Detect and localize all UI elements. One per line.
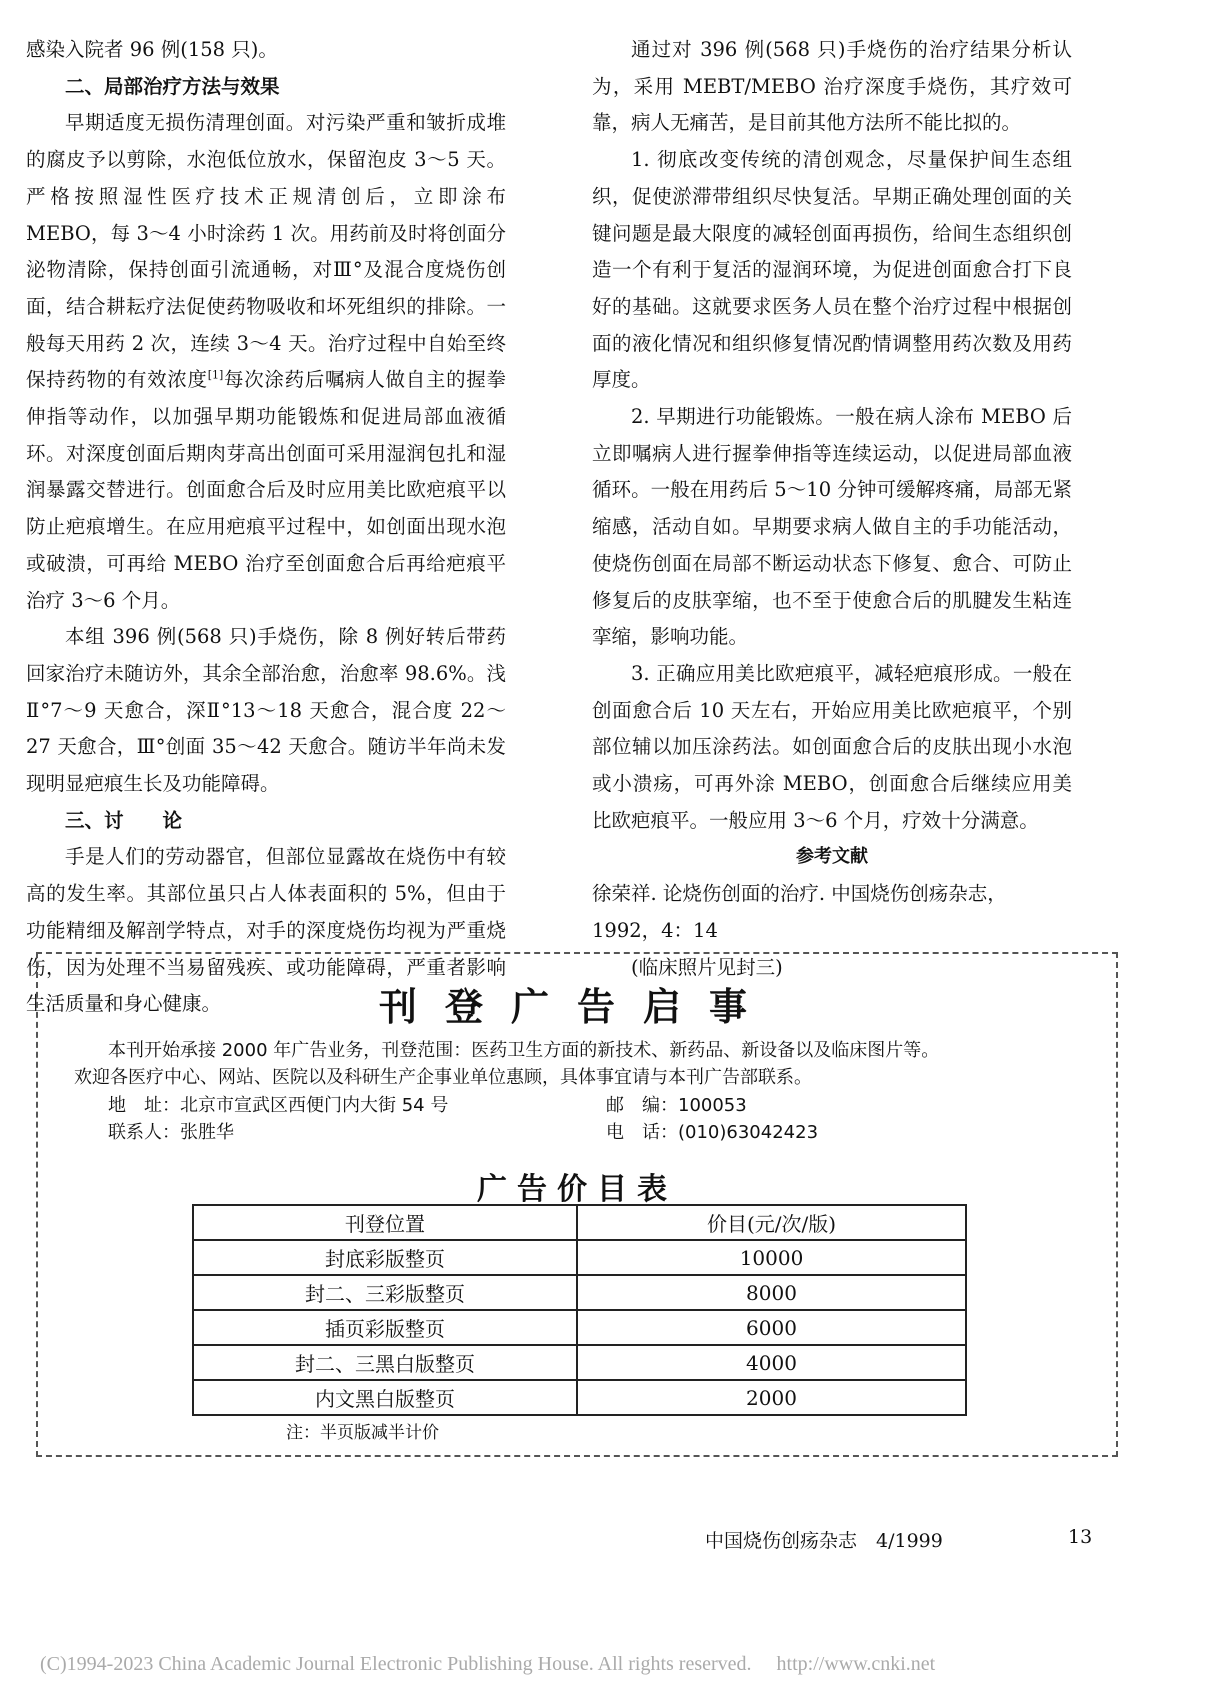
paragraph: 1. 彻底改变传统的清创观念，尽量保护间生态组织，促使淤滞带组织尽快复活。早期正确处理创面的关键问题是最大限度的减轻创面再损伤，给间生态组织创造一个有利于复活的湿润环境，为促进创面愈合打下良好的基础。这就要求医务人员在整个治疗过程中根据创面的液化情况和组织修复情况酌情调整用药次数及用药厚度。 <box>592 148 1072 392</box>
reference-item-cont: 1992，4：14 <box>592 918 718 942</box>
advertisement-box <box>36 952 1118 1457</box>
ad-line: 欢迎各医疗中心、网站、医院以及科研生产企事业单位惠顾，具体事宜请与本刊广告部联系。 <box>74 1067 812 1088</box>
paragraph: 2. 早期进行功能锻炼。一般在病人涂布 MEBO 后立即嘱病人进行握拳伸指等连续运动，以促进局部血液循环。一般在用药后 5～10 分钟可缓解疼痛，局部无紧缩感，活动自如。早期要求病人做自主的手功能活动，使烧伤创面在局部不断运动状态下修复、愈合、可防止修复后的皮肤挛缩，也不至于使愈合后的肌腱发生粘连挛缩，影响功能。 <box>592 405 1072 649</box>
ad-title: 刊登广告启事 <box>378 985 775 1029</box>
table-cell: 封二、三彩版整页 <box>193 1275 577 1310</box>
table-cell: 封二、三黑白版整页 <box>193 1345 577 1380</box>
column-header: 价目(元/次/版) <box>577 1205 966 1240</box>
paragraph <box>26 105 506 619</box>
ad-line: 本刊开始承接 2000 年广告业务，刊登范围：医药卫生方面的新技术、新药品、新设备以及临床图片等。 <box>108 1040 940 1061</box>
ad-postcode: 邮 编：100053 <box>606 1095 747 1116</box>
journal-footer: 中国烧伤创疡杂志 4/1999 <box>705 1530 943 1552</box>
table-row <box>193 1310 966 1345</box>
page-number: 13 <box>1068 1526 1093 1548</box>
ad-address: 地 址：北京市宣武区西便门内大街 54 号 <box>108 1095 449 1116</box>
photo-note: (临床照片见封三) <box>631 955 783 979</box>
column-header: 刊登位置 <box>193 1205 577 1240</box>
table-cell: 内文黑白版整页 <box>193 1380 577 1415</box>
paragraph-text: 早期适度无损伤清理创面。对污染严重和皱折成堆的腐皮予以剪除，水泡低位放水，保留泡皮 3～5 天。严格按照湿性医疗技术正规清创后，立即涂布 MEBO，每 3～4 小时涂药 1 次。用药前及时将创面分泌物清除，保持创面引流通畅，对Ⅲ°及混合度烧伤创面，结合耕耘疗法促使药物吸收和坏死组织的排除。一般每天用药 2 次，连续 3～4 天。治疗过程中自始至终保持药物的有效浓度 <box>26 111 506 392</box>
ad-contact: 联系人：张胜华 <box>108 1122 234 1143</box>
citation-ref[interactable]: [1] <box>207 368 224 382</box>
paragraph: 本组 396 例(568 只)手烧伤，除 8 例好转后带药回家治疗未随访外，其余全部治愈，治愈率 98.6%。浅Ⅱ°7～9 天愈合，深Ⅱ°13～18 天愈合，混合度 22～27 天愈合，Ⅲ°创面 35～42 天愈合。随访半年尚未发现明显疤痕生长及功能障碍。 <box>26 625 506 796</box>
paragraph-text: 每次涂药后嘱病人做自主的握拳伸指等动作，以加强早期功能锻炼和促进局部血液循环。对深度创面后期肉芽高出创面可采用湿润包扎和湿润暴露交替进行。创面愈合后及时应用美比欧疤痕平以防止疤痕增生。在应用疤痕平过程中，如创面出现水泡或破溃，可再给 MEBO 治疗至创面愈合后再给疤痕平治疗 3～6 个月。 <box>26 368 506 612</box>
section-heading: 三、讨 论 <box>65 808 183 832</box>
table-row <box>193 1275 966 1310</box>
price-table-title: 广告价目表 <box>477 1172 677 1207</box>
table-cell: 10000 <box>577 1240 966 1275</box>
table-row <box>193 1380 966 1415</box>
paragraph: 通过对 396 例(568 只)手烧伤的治疗结果分析认为，采用 MEBT/MEBO 治疗深度手烧伤，其疗效可靠，病人无痛苦，是目前其他方法所不能比拟的。 <box>592 38 1072 135</box>
table-cell: 4000 <box>577 1345 966 1380</box>
right-column <box>592 32 1072 986</box>
table-row <box>193 1345 966 1380</box>
paragraph: 3. 正确应用美比欧疤痕平，减轻疤痕形成。一般在创面愈合后 10 天左右，开始应用美比欧疤痕平，个别部位辅以加压涂药法。如创面愈合后的皮肤出现小水泡或小溃疡，可再外涂 MEBO，创面愈合后继续应用美比欧疤痕平。一般应用 3～6 个月，疗效十分满意。 <box>592 661 1072 832</box>
left-column <box>26 32 506 1023</box>
copyright-notice: (C)1994-2023 China Academic Journal Electronic Publishing House. All rights reserved. http://www.cnki.net <box>40 1653 936 1675</box>
paragraph: 感染入院者 96 例(158 只)。 <box>26 38 278 61</box>
table-cell: 6000 <box>577 1310 966 1345</box>
table-cell: 2000 <box>577 1380 966 1415</box>
ad-phone: 电 话：(010)63042423 <box>606 1122 819 1143</box>
table-row <box>193 1240 966 1275</box>
price-note: 注：半页版减半计价 <box>286 1423 439 1443</box>
price-table <box>192 1204 967 1416</box>
table-cell: 封底彩版整页 <box>193 1240 577 1275</box>
section-heading: 二、局部治疗方法与效果 <box>65 74 280 98</box>
references-heading: 参考文献 <box>796 846 868 868</box>
reference-item: 徐荣祥. 论烧伤创面的治疗. 中国烧伤创疡杂志， <box>592 882 1007 906</box>
paragraph: 手是人们的劳动器官，但部位显露故在烧伤中有较高的发生率。其部位虽只占人体表面积的 5%，但由于功能精细及解剖学特点，对手的深度烧伤均视为严重烧伤，因为处理不当易留残疾、或功能障碍，严重者影响生活质量和身心健康。 <box>26 845 506 1016</box>
table-cell: 8000 <box>577 1275 966 1310</box>
table-header-row <box>193 1205 966 1240</box>
table-cell: 插页彩版整页 <box>193 1310 577 1345</box>
